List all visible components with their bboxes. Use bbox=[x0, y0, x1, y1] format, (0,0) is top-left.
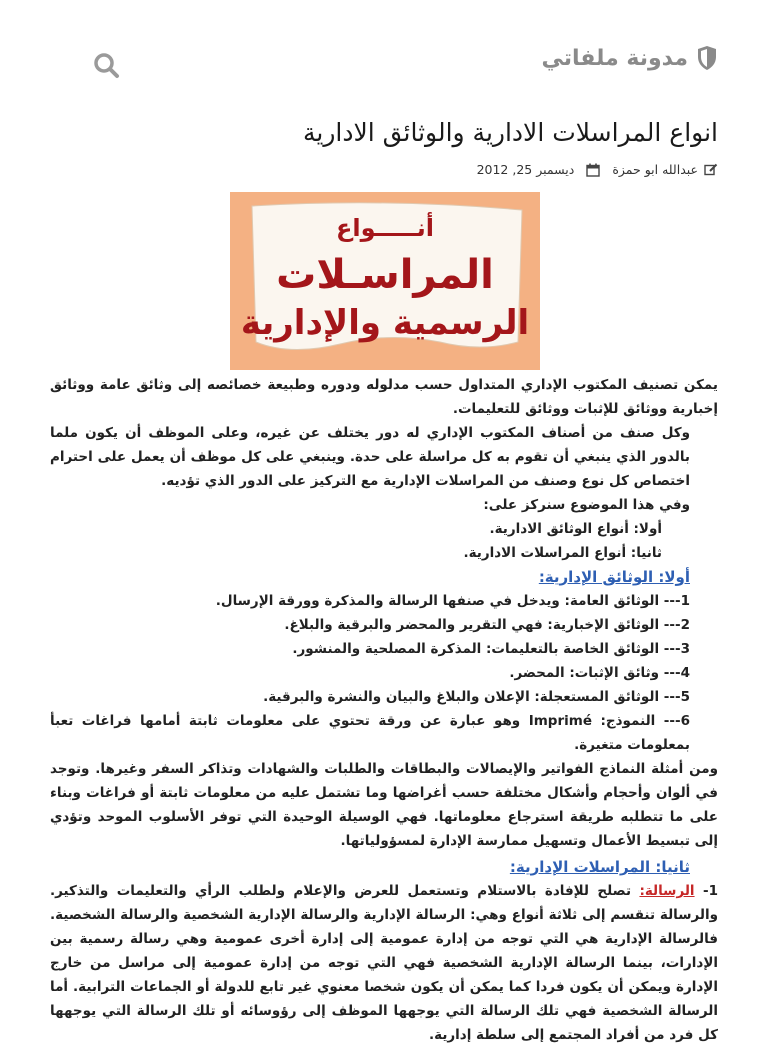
paragraph-letter bbox=[50, 879, 718, 1047]
paragraph-role: وكل صنف من أصناف المكتوب الإداري له دور يختلف عن غيره، وعلى الموظف أن يكون ملما بالدور الذي ينبغي أن تقوم به كل مراسلة على حدة. وينبغي على كل موظف أن يعمل على احترام اختصاص كل نوع وصنف من المراسلات الإدارية مع التركيز على الدور الذي تؤديه. bbox=[50, 425, 690, 489]
section-title-correspondence: ثانيا: المراسلات الإدارية: bbox=[509, 858, 690, 876]
banner-line-3: الرسمية والإدارية bbox=[240, 303, 530, 343]
outline-item-2: ثانيا: أنواع المراسلات الادارية. bbox=[463, 545, 662, 561]
section-title-documents: أولا: الوثائق الإدارية: bbox=[538, 568, 690, 586]
search-icon[interactable] bbox=[93, 52, 119, 78]
site-title: مدونة ملفاتي bbox=[541, 45, 688, 71]
letter-term: الرسالة: bbox=[639, 883, 695, 899]
site-brand[interactable] bbox=[542, 45, 718, 71]
post-author[interactable]: عبدالله ابو حمزة bbox=[612, 162, 698, 177]
paragraph-intro: يمكن تصنيف المكتوب الإداري المتداول حسب مدلوله ودوره وطبيعة خصائصه إلى وثائق عامة ووثائق إخبارية ووثائق للإثبات ووثائق للتعليمات. bbox=[50, 377, 718, 417]
list-item: 6--- النموذج: Imprimé وهو عبارة عن ورقة تحتوي على معلومات ثابتة أمامها فراغات تعبأ بمعلومات متغيرة. bbox=[50, 713, 690, 753]
post-body bbox=[50, 373, 718, 1047]
list-item: 5--- الوثائق المستعجلة: الإعلان والبلاغ والبيان والنشرة والبرقية. bbox=[263, 689, 690, 705]
letter-number: 1- bbox=[703, 883, 719, 899]
list-item: 4--- وثائق الإثبات: المحضر. bbox=[509, 665, 690, 681]
list-item: 1--- الوثائق العامة: ويدخل في صنفها الرسالة والمذكرة وورقة الإرسال. bbox=[215, 593, 690, 609]
post-meta bbox=[477, 162, 718, 177]
list-item: 3--- الوثائق الخاصة بالتعليمات: المذكرة المصلحية والمنشور. bbox=[292, 641, 690, 657]
post-date: ديسمبر 25, 2012 bbox=[476, 162, 575, 177]
banner-line-1: أنـــــواع bbox=[336, 214, 434, 242]
edit-icon bbox=[704, 163, 718, 176]
post-title[interactable]: انواع المراسلات الادارية والوثائق الادارية bbox=[303, 118, 718, 147]
list-item: 2--- الوثائق الإخبارية: فهي التقرير والمحضر والبرقية والبلاغ. bbox=[284, 617, 690, 633]
calendar-icon bbox=[586, 163, 600, 177]
banner-line-2: المراسـلات bbox=[276, 252, 494, 298]
paragraph-forms: ومن أمثلة النماذج الفواتير والإيصالات والبطاقات والطلبات والشهادات وتذاكر السفر وغيرها. وتوجد في ألوان وأحجام وأشكال مختلفة حسب أغراضها وما تشتمل عليه من معلومات ثابتة أو فراغات وبناء على ما تتطلبه طريقة استرجاع معلوماتها. فهي الوسيلة الوحيدة التي توفر الأسلوب الموحد وتؤدي إلى تبسيط الأعمال وتسهيل ممارسة الإدارة لمسؤولياتها. bbox=[50, 761, 718, 849]
letter-text: تصلح للإفادة بالاستلام وتستعمل للعرض والإعلام ولطلب الرأي والتعليمات والتذكير. والرسالة تنقسم إلى ثلاثة أنواع وهي: الرسالة الإدارية والرسالة الإدارية الشخصية والرسالة الشخصية. فالرسالة الإدارية هي التي توجه من إدارة عمومية إلى إدارة أخرى عمومية وهي رسالة رسمية بين الإدارات، بينما الرسالة الإدارية الشخصية فهي التي توجه من إدارة عمومية إلى مراسل من خارج الإدارة ويمكن أن يكون فردا كما يمكن أن يكون شخصا معنوي غير تابع للدولة أو الجماعات الترابية. أما الرسالة الشخصية فهي تلك الرسالة التي يوجهها الموظف إلى رؤوسائه أو تلك الرسالة التي يوجهها كل فرد من أفراد المجتمع إلى سلطة إدارية. bbox=[50, 883, 718, 1043]
outline-item-1: أولا: أنواع الوثائق الادارية. bbox=[489, 521, 662, 537]
shield-icon bbox=[696, 45, 718, 71]
paragraph-focus: وفي هذا الموضوع سنركز على: bbox=[483, 497, 690, 513]
post-banner-image bbox=[230, 192, 540, 370]
site-header bbox=[0, 0, 768, 128]
